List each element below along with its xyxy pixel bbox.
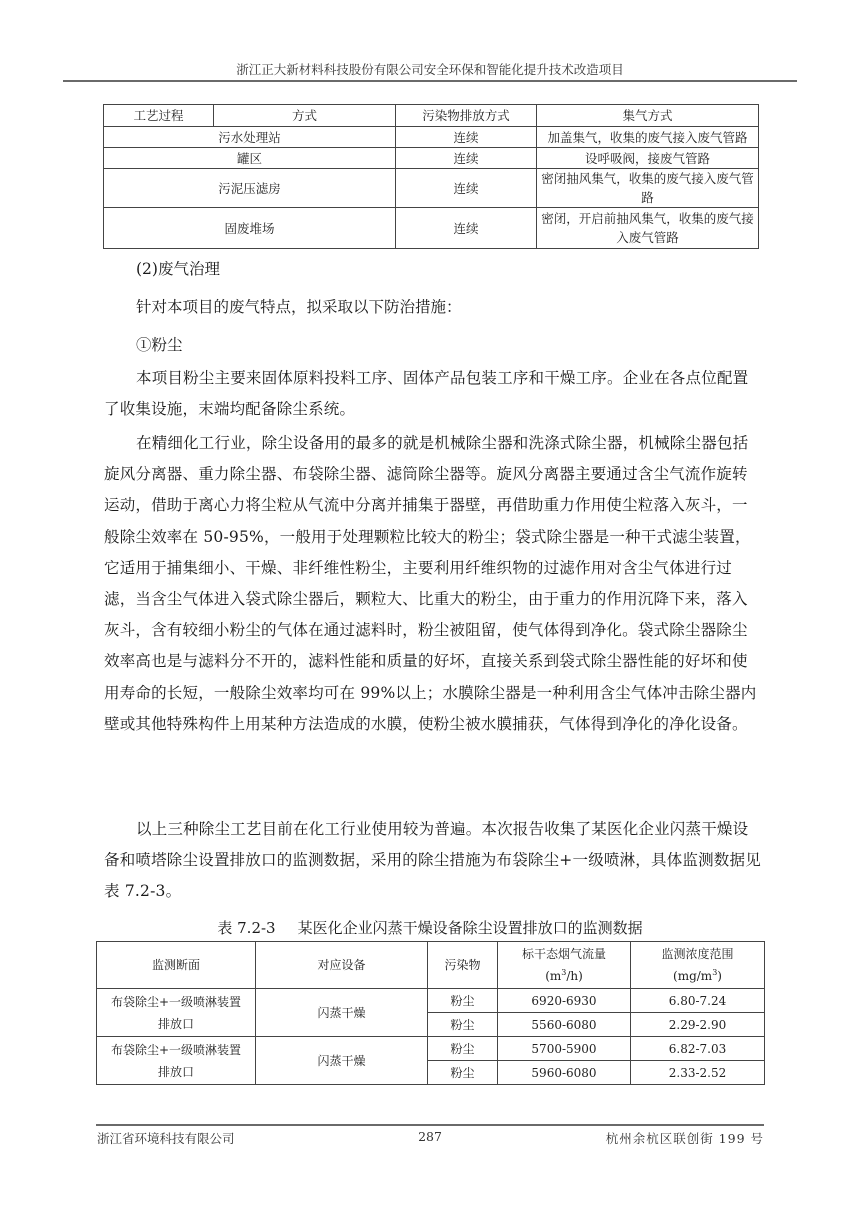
- section-line2: 排放口: [157, 1064, 194, 1079]
- sub-heading: ①粉尘: [136, 336, 183, 354]
- section-cell: [97, 989, 256, 1037]
- footer-rule: [96, 1124, 764, 1126]
- conc-cell: 6.80-7.24: [631, 989, 765, 1013]
- equipment-cell: 闪蒸干燥: [256, 1037, 428, 1085]
- flow-cell: 6920-6930: [498, 989, 631, 1013]
- pollutant-cell: 粉尘: [428, 989, 498, 1013]
- table-row: [104, 208, 759, 249]
- paragraph: 在精细化工行业，除尘设备用的最多的就是机械除尘器和洗涤式除尘器，机械除尘器包括旋风分离器、重力除尘器、布袋除尘器、滤筒除尘器等。旋风分离器主要通过含尘气流作旋转运动，借助于离心力将尘粒从气流中分离并捕集于器壁，再借助重力作用使尘粒落入灰斗，一般除尘效率在 50-95%，一般用于处理颗粒比较大的粉尘；袋式除尘器是一种干式滤尘装置，它适用于捕集细小、干燥、非纤维性粉尘，主要利用纤维织物的过滤作用对含尘气体进行过滤，当含尘气体进入袋式除尘器后，颗粒大、比重大的粉尘，由于重力的作用沉降下来，落入灰斗，含有较细小粉尘的气体在通过滤料时，粉尘被阻留，使气体得到净化。袋式除尘器除尘效率高也是与滤料分不开的，滤料性能和质量的好坏，直接关系到袋式除尘器性能的好坏和使用寿命的长短，一般除尘效率均可在 99%以上；水膜除尘器是一种利用含尘气体冲击除尘器内壁或其他特殊构件上用某种方法造成的水膜，使粉尘被水膜捕获，气体得到净化的净化设备。: [104, 434, 757, 733]
- section-line1: 布袋除尘+一级喷淋装置: [110, 1042, 242, 1057]
- discharge-cell: 连续: [396, 208, 537, 249]
- section-heading: (2)废气治理: [136, 260, 220, 278]
- gas-collection-table: [103, 104, 759, 249]
- section-cell: [97, 1037, 256, 1085]
- table-caption: [0, 917, 860, 938]
- header-cell: 监测断面: [97, 942, 256, 989]
- conc-unit-post: ): [717, 969, 722, 983]
- collection-cell: 设呼吸阀，接废气管路: [537, 148, 759, 169]
- flow-cell: 5960-6080: [498, 1061, 631, 1085]
- paragraph: 以上三种除尘工艺目前在化工行业使用较为普遍。本次报告收集了某医化企业闪蒸干燥设备和喷塔除尘设置排放口的监测数据，采用的除尘措施为布袋除尘+一级喷淋，具体监测数据见表 7.2-3。: [104, 820, 761, 901]
- collection-cell: 密闭，开启前抽风集气，收集的废气接入废气管路: [537, 208, 759, 249]
- header-cell: 污染物排放方式: [396, 105, 537, 127]
- discharge-cell: 连续: [396, 127, 537, 148]
- section-line1: 布袋除尘+一级喷淋装置: [110, 994, 242, 1009]
- discharge-cell: 连续: [396, 169, 537, 208]
- page-number: 287: [418, 1129, 442, 1144]
- paragraph: 本项目粉尘主要来固体原料投料工序、固体产品包装工序和干燥工序。企业在各点位配置了收集设施，末端均配备除尘系统。: [104, 369, 749, 419]
- conc-cell: 2.33-2.52: [631, 1061, 765, 1085]
- pollutant-cell: 粉尘: [428, 1061, 498, 1085]
- flow-unit-pre: (m: [545, 969, 562, 983]
- conc-label: 监测浓度范围: [661, 947, 734, 961]
- header-cell: 方式: [214, 105, 396, 127]
- flow-cell: 5700-5900: [498, 1037, 631, 1061]
- flow-unit-post: /h): [566, 969, 583, 983]
- pollutant-cell: 粉尘: [428, 1037, 498, 1061]
- header-rule-extra3: [63, 80, 460, 82]
- conc-unit-pre: (mg/m: [673, 969, 713, 983]
- header-cell-flow: [498, 942, 631, 989]
- footer-company: 浙江省环境科技有限公司: [97, 1131, 235, 1146]
- page-header-title: 浙江正大新材料科技股份有限公司安全环保和智能化提升技术改造项目: [236, 62, 624, 77]
- conc-unit: [631, 965, 764, 987]
- section-line2: 排放口: [157, 1016, 194, 1031]
- header-cell-conc: [631, 942, 765, 989]
- conc-cell: 6.82-7.03: [631, 1037, 765, 1061]
- pollutant-cell: 粉尘: [428, 1013, 498, 1037]
- table-header-row: [97, 942, 765, 989]
- process-cell: 污泥压滤房: [104, 169, 396, 208]
- monitoring-data-table: [96, 941, 765, 1085]
- table-caption-title: 某医化企业闪蒸干燥设备除尘设置排放口的监测数据: [297, 919, 643, 937]
- conc-cell: 2.29-2.90: [631, 1013, 765, 1037]
- conc-unit-sup: 3: [712, 968, 718, 977]
- process-cell: 固废堆场: [104, 208, 396, 249]
- table-header-row: [104, 105, 759, 127]
- table-row: [104, 127, 759, 148]
- table-caption-number: 表 7.2-3: [217, 919, 276, 937]
- discharge-cell: 连续: [396, 148, 537, 169]
- table-row: [97, 1037, 765, 1061]
- flow-cell: 5560-6080: [498, 1013, 631, 1037]
- footer-address: 杭州余杭区联创街 199 号: [605, 1131, 764, 1146]
- header-cell: 对应设备: [256, 942, 428, 989]
- table-row: [104, 148, 759, 169]
- intro-text: 针对本项目的废气特点，拟采取以下防治措施：: [136, 298, 462, 316]
- flow-unit-sup: 3: [561, 968, 567, 977]
- header-cell: 集气方式: [537, 105, 759, 127]
- collection-cell: 加盖集气，收集的废气接入废气管路: [537, 127, 759, 148]
- equipment-cell: 闪蒸干燥: [256, 989, 428, 1037]
- flow-label: 标干态烟气流量: [521, 947, 606, 961]
- process-cell: 污水处理站: [104, 127, 396, 148]
- process-cell: 罐区: [104, 148, 396, 169]
- header-cell: 工艺过程: [104, 105, 214, 127]
- header-cell: 污染物: [428, 942, 498, 989]
- table-row: [104, 169, 759, 208]
- collection-cell: 密闭抽风集气，收集的废气接入废气管路: [537, 169, 759, 208]
- table-row: [97, 989, 765, 1013]
- flow-unit: [498, 965, 630, 987]
